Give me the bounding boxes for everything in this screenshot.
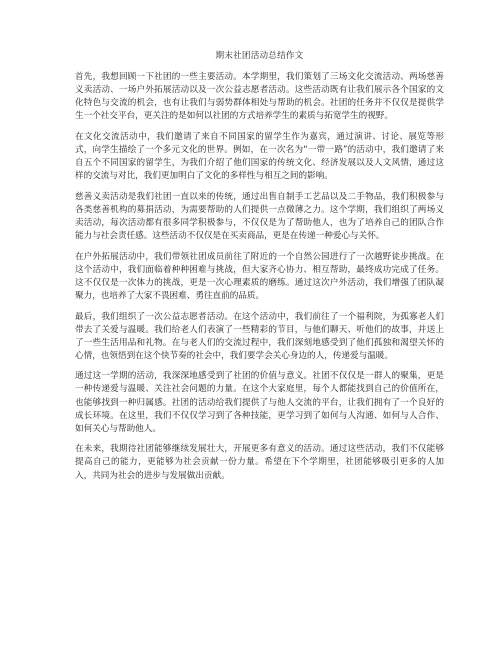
paragraph-cultural-exchange: 在文化交流活动中，我们邀请了来自不同国家的留学生作为嘉宾，通过演讲、讨论、展览等形式，向学生描绘了一个多元文化的世界。例如，在一次名为“一带一路”的活动中，我们邀请了来自五个不同国家的留学生，为我们介绍了他们国家的传统文化、经济发展以及人文风情，通过这样的交流与对比，我们更加明白了文化的多样性与相互之间的影响。 (75, 131, 444, 182)
paragraph-charity-sale: 慈善义卖活动是我们社团一直以来的传统，通过出售自制手工艺品以及二手物品，我们积极参与各类慈善机构的募捐活动，为需要帮助的人们提供一点微薄之力。这个学期，我们组织了两场义卖活动，每次活动都有很多同学积极参与，不仅仅是为了帮助他人，也为了培养自己的团队合作能力与社会责任感。这些活动不仅仅是在买卖商品，更是在传递一种爱心与关怀。 (75, 191, 444, 242)
document-title: 期末社团活动总结作文 (215, 51, 304, 61)
paragraph-future-outlook: 在未来，我期待社团能够继续发展壮大，开展更多有意义的活动。通过这些活动，我们不仅能够提高自己的能力，更能够为社会贡献一份力量。希望在下个学期里，社团能够吸引更多的人加入，共同为社会的进步与发展做出贡献。 (75, 444, 444, 481)
paragraph-outdoor-expansion: 在户外拓展活动中，我们带领社团成员前往了附近的一个自然公园进行了一次越野徒步挑战。在这个活动中，我们面临着种种困难与挑战，但大家齐心协力、相互帮助，最终成功完成了任务。这不仅仅是一次体力的挑战，更是一次心理素质的磨练。通过这次户外活动，我们增强了团队凝聚力，也培养了大家不畏困难、勇往直前的品质。 (75, 251, 444, 301)
paragraph-volunteer-activity: 最后，我们组织了一次公益志愿者活动。在这个活动中，我们前往了一个福利院，为孤寡老人们带去了关爱与温暖。我们给老人们表演了一些精彩的节目，与他们聊天、听他们的故事，并送上了一些生活用品和礼物。在与老人们的交流过程中，我们深刻地感受到了他们孤独和渴望关怀的心情，也领悟到在这个快节奏的社会中，我们要学会关心身边的人，传递爱与温暖。 (75, 311, 444, 361)
paragraph-activities-overview: 首先，我想回顾一下社团的一些主要活动。本学期里，我们策划了三场文化交流活动、两场慈善义卖活动、一场户外拓展活动以及一次公益志愿者活动。这些活动既有让我们展示各个国家的文化特色与交流的机会，也有让我们与弱势群体相处与帮助的机会。社团的任务并不仅仅是提供学生一个社交平台，更关注的是如何以社团的方式培养学生的素质与拓宽学生的视野。 (75, 72, 444, 122)
paragraph-reflection: 通过这一学期的活动，我深深地感受到了社团的价值与意义。社团不仅仅是一群人的聚集，更是一种传递爱与温暖、关注社会问题的力量。在这个大家庭里，每个人都能找到自己的价值所在，也能够找到一种归属感。社团的活动给我们提供了与他人交流的平台，让我们拥有了一个良好的成长环境。在这里，我们不仅仅学习到了各种技能，更学习到了如何与人沟通、如何与人合作、如何关心与帮助他人。 (75, 371, 444, 434)
